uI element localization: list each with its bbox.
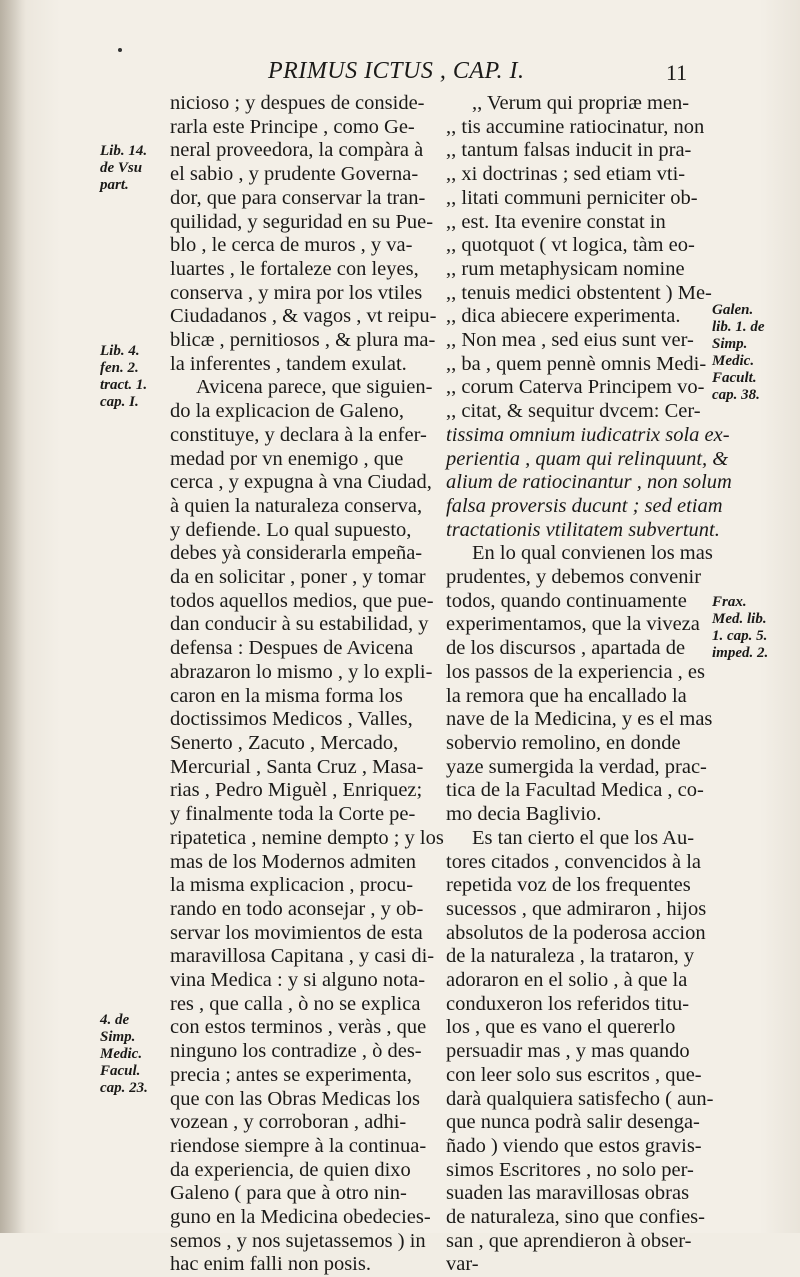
text-line: adoraron en el solio , à que la xyxy=(446,969,688,992)
margin-line: Lib. 4. xyxy=(100,343,140,359)
text-line: nave de la Medicina, y es el mas xyxy=(446,708,713,731)
text-line: constituye, y declara à la enfer- xyxy=(170,423,427,446)
text-line: sucessos , que admiraron , hijos xyxy=(446,897,707,920)
text-line: ,, tantum falsas inducit in pra- xyxy=(446,139,692,162)
text-line: vina Medica : y si alguno nota- xyxy=(170,969,426,992)
text-line: quilidad, y seguridad en su Pue- xyxy=(170,210,434,233)
text-line: ,, ba , quem pennè omnis Medi- xyxy=(446,352,707,375)
text-line: luartes , le fortaleze con leyes, xyxy=(170,257,419,280)
text-line: prudentes, y debemos convenir xyxy=(446,566,702,589)
text-line: da en solicitar , poner , y tomar xyxy=(170,566,426,589)
text-line: rias , Pedro Miguèl , Enriquez; xyxy=(170,779,423,802)
text-line: falsa proversis ducunt ; sed etiam xyxy=(446,494,723,517)
margin-note-left-3 xyxy=(100,1012,166,1097)
text-line: nicioso ; y despues de conside- xyxy=(170,92,425,114)
text-line: persuadir mas , y mas quando xyxy=(446,1040,690,1063)
text-line: san , que aprendieron à obser- xyxy=(446,1229,692,1252)
text-line: los passos de la experiencia , es xyxy=(446,660,706,683)
ink-dot xyxy=(118,48,122,52)
text-line: tissima omnium iudicatrix sola ex- xyxy=(446,423,730,446)
text-line: guno en la Medicina obedecies- xyxy=(170,1206,431,1229)
margin-line: Lib. 14. xyxy=(100,143,148,159)
text-line: do la explicacion de Galeno, xyxy=(170,400,404,423)
text-line: tractationis vtilitatem subvertunt. xyxy=(446,518,720,541)
text-line: ,, tis accumine ratiocinatur, non xyxy=(446,115,705,138)
text-line: medad por vn enemigo , que xyxy=(170,447,404,470)
text-line: Es tan cierto el que los Au- xyxy=(472,826,695,849)
text-line: debes yà considerarla empeña- xyxy=(170,542,423,565)
text-line: hac enim falli non posis. xyxy=(170,1253,371,1276)
text-line: En lo qual convienen los mas xyxy=(472,542,713,565)
text-line: blo , le cerca de muros , y va- xyxy=(170,234,413,257)
margin-note-left-1 xyxy=(100,143,166,194)
text-line: la remora que ha encallado la xyxy=(446,684,687,707)
margin-note-right-1 xyxy=(712,302,798,404)
text-line: precia ; antes se experimenta, xyxy=(170,1063,412,1086)
text-line: dor, que para conservar la tran- xyxy=(170,186,426,209)
margin-line: cap. 38. xyxy=(712,387,760,403)
margin-line: Facult. xyxy=(712,370,757,386)
text-line: vozean , y corroboran , adhi- xyxy=(170,1111,407,1134)
text-line: ,, xi doctrinas ; sed etiam vti- xyxy=(446,163,686,186)
text-line: Avicena parece, que siguien- xyxy=(196,376,433,399)
text-line: de la naturaleza , la trataron, y xyxy=(446,945,695,968)
text-line: y defiende. Lo qual supuesto, xyxy=(170,518,412,541)
margin-line: Med. lib. xyxy=(712,611,767,627)
text-line: ,, Verum qui propriæ men- xyxy=(472,92,690,114)
margin-line: cap. I. xyxy=(100,394,139,410)
text-line: mas de los Modernos admiten xyxy=(170,850,416,873)
running-title: PRIMUS ICTUS , CAP. I. xyxy=(268,58,525,84)
text-line: experimentamos, que la viveza xyxy=(446,613,700,636)
text-line: que con las Obras Medicas los xyxy=(170,1087,420,1110)
text-line: suaden las maravillosas obras xyxy=(446,1182,690,1205)
margin-note-left-2 xyxy=(100,343,166,411)
text-line: res , que calla , ò no se explica xyxy=(170,992,421,1015)
text-line: rarla este Principe , como Ge- xyxy=(170,115,415,138)
text-line: absolutos de la poderosa accion xyxy=(446,921,706,944)
margin-line: Medic. xyxy=(712,353,755,369)
margin-line: Facul. xyxy=(100,1063,141,1079)
margin-line: tract. 1. xyxy=(100,377,148,393)
text-line: ,, est. Ita evenire constat in xyxy=(446,210,666,233)
text-line: de los discursos , apartada de xyxy=(446,637,686,660)
left-text-column xyxy=(170,92,444,1277)
margin-line: 4. de xyxy=(100,1012,130,1028)
margin-line: lib. 1. de xyxy=(712,319,765,335)
text-line: ñado ) viendo que estos gravis- xyxy=(446,1134,702,1157)
text-line: mo decia Baglivio. xyxy=(446,803,602,826)
text-line: caron en la misma forma los xyxy=(170,684,403,707)
text-line: doctissimos Medicos , Valles, xyxy=(170,708,413,731)
margin-note-right-2 xyxy=(712,594,798,662)
text-line: Galeno ( para que à otro nin- xyxy=(170,1182,407,1205)
text-line: à quien la naturaleza conserva, xyxy=(170,494,423,517)
text-line: yaze sumergida la verdad, prac- xyxy=(446,755,707,778)
text-line: darà qualquiera satisfecho ( aun- xyxy=(446,1087,714,1110)
text-line: y finalmente toda la Corte pe- xyxy=(170,803,416,826)
text-line: con leer solo sus escritos , que- xyxy=(446,1063,702,1086)
margin-line: Medic. xyxy=(100,1046,143,1062)
text-line: ,, quotquot ( vt logica, tàm eo- xyxy=(446,234,695,257)
text-line: blicæ , pernitiosos , & plura ma- xyxy=(170,329,436,352)
text-line: la inferentes , tandem exulat. xyxy=(170,352,407,375)
margin-line: Simp. xyxy=(100,1029,136,1045)
text-line: riendose siempre à la continua- xyxy=(170,1134,427,1157)
text-line: ,, citat, & sequitur dvcem: Cer- xyxy=(446,400,701,423)
text-line: simos Escritores , no solo per- xyxy=(446,1158,694,1181)
text-line: repetida voz de los frequentes xyxy=(446,874,691,897)
text-line: la misma explicacion , procu- xyxy=(170,874,414,897)
text-line: Senerto , Zacuto , Mercado, xyxy=(170,731,399,754)
text-line: ,, dica abiecere experimenta. xyxy=(446,305,681,328)
text-line: ripatetica , nemine dempto ; y los xyxy=(170,826,444,849)
text-line: ninguno los contradize , ò des- xyxy=(170,1040,422,1063)
margin-line: Frax. xyxy=(712,594,747,610)
text-line: neral proveedora, la compàra à xyxy=(170,139,424,162)
text-line: ,, tenuis medici obstentent ) Me- xyxy=(446,281,712,304)
margin-line: part. xyxy=(100,177,129,193)
text-line: ,, Non mea , sed eius sunt ver- xyxy=(446,329,694,352)
margin-line: 1. cap. 5. xyxy=(712,628,768,644)
margin-line: Galen. xyxy=(712,302,754,318)
text-line: con estos terminos , veràs , que xyxy=(170,1016,427,1039)
text-line: sobervio remolino, en donde xyxy=(446,731,681,754)
text-line: tica de la Facultad Medica , co- xyxy=(446,779,704,802)
text-line: todos aquellos medios, que pue- xyxy=(170,589,434,612)
text-line: servar los movimientos de esta xyxy=(170,921,423,944)
text-line: Mercurial , Santa Cruz , Masa- xyxy=(170,755,424,778)
text-line: conduxeron los referidos titu- xyxy=(446,992,690,1015)
text-line: maravillosa Capitana , y casi di- xyxy=(170,945,435,968)
text-line: defensa : Despues de Avicena xyxy=(170,637,414,660)
page-number: 11 xyxy=(666,60,688,85)
margin-line: de Vsu xyxy=(100,160,143,176)
text-line: tores citados , convencidos à la xyxy=(446,850,702,873)
margin-line: fen. 2. xyxy=(100,360,139,376)
text-line: el sabio , y prudente Governa- xyxy=(170,163,419,186)
margin-line: cap. 23. xyxy=(100,1080,148,1096)
gutter-shadow xyxy=(0,0,26,1233)
text-line: da experiencia, de quien dixo xyxy=(170,1158,411,1181)
margin-line: Simp. xyxy=(712,336,748,352)
text-line: ,, rum metaphysicam nomine xyxy=(446,257,685,280)
text-line: ,, litati communi perniciter ob- xyxy=(446,186,698,209)
text-line: los , que es vano el quererlo xyxy=(446,1016,676,1039)
text-line: conserva , y mira por los vtiles xyxy=(170,281,423,304)
text-line: perientia , quam qui relinquunt, & xyxy=(446,447,729,470)
text-line: Ciudadanos , & vagos , vt reipu- xyxy=(170,305,437,328)
text-line: ,, corum Caterva Principem vo- xyxy=(446,376,705,399)
text-line: alium de ratiocinantur , non solum xyxy=(446,471,732,494)
text-line: cerca , y expugna à vna Ciudad, xyxy=(170,471,432,494)
text-line: todos, quando continuamente xyxy=(446,589,687,612)
text-line: var- xyxy=(446,1253,479,1276)
text-line: de naturaleza, sino que confies- xyxy=(446,1206,705,1229)
text-line: dan conducir à su estabilidad, y xyxy=(170,613,429,636)
text-line: rando en todo aconsejar , y ob- xyxy=(170,897,424,920)
text-line: semos , y nos sujetassemos ) in xyxy=(170,1229,426,1252)
margin-line: imped. 2. xyxy=(712,645,769,661)
text-line: abrazaron lo mismo , y lo expli- xyxy=(170,660,433,683)
text-line: que nunca podrà salir desenga- xyxy=(446,1111,700,1134)
